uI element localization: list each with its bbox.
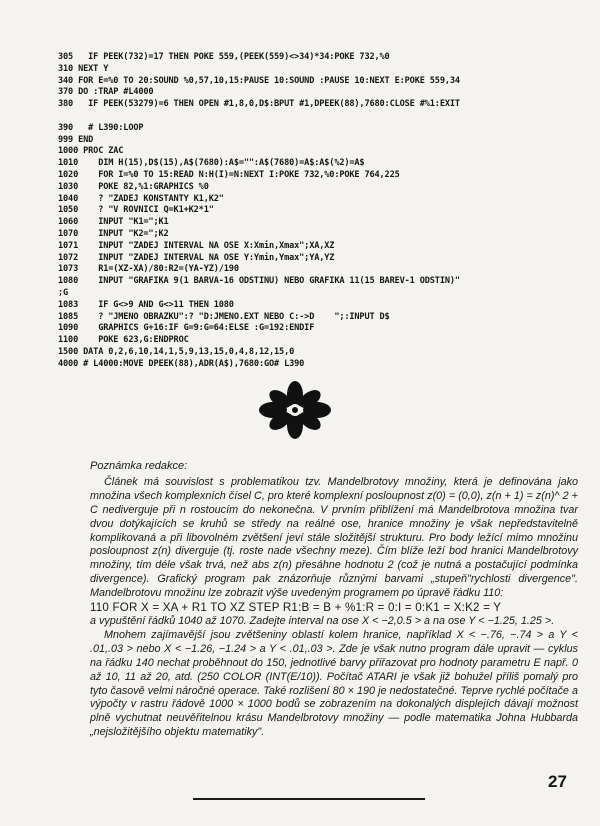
code-line: 1020 FOR I=%0 TO 15:READ N:H(I)=N:NEXT I:POKE 732,%0:POKE 764,225 bbox=[58, 169, 400, 180]
code-line: 1071 INPUT "ZADEJ INTERVAL NA OSE X:Xmin,Xmax";XA,XZ bbox=[58, 240, 335, 251]
note-paragraph-2: a vypuštění řádků 1040 až 1070. Zadejte interval na ose X < −2,0.5 > a na ose Y < −1.25, 1.25 >. bbox=[90, 614, 555, 627]
bottom-divider bbox=[193, 798, 425, 800]
code-line: 4000 # L4000:MOVE DPEEK(88),ADR(A$),7680:GO# L390 bbox=[58, 358, 305, 369]
note-paragraph-1: Článek má souvislost s problematikou tzv. Mandelbrotovy množiny, která je definována jako množina všech komplexních čísel C, pro které komplexní posloupnost z(0) = (0,0), z(n + 1) = z(n)^ 2 + C nediverguje při n rostoucím do nekonečna. V prvním přiblížení má Mandelbrotova množina tvar dvou dotýkajících se kruhů se středy na reálné ose, hranice množiny je však nepředstavitelně komplikovaná a při libovolném zvětšení jeví stále složitější strukturu. Pro body ležící mimo množinu posloupnost z(n) diverguje (tj. roste nade všechny meze). Čím blíže leží bod hranici Mandelbrotovy množiny, tím déle však trvá, než abs z(n) přesáhne hodnotu 2 (což je nutná a postačující podmínka divergence). Grafický program pak znázorňuje různými barvami „stupeň"rychlosti divergence". Mandelbrotovu množinu lze zobrazit výše uvedeným programem po úpravě řádku 110: bbox=[90, 475, 578, 600]
code-line: 380 IF PEEK(53279)=6 THEN OPEN #1,8,0,D$:BPUT #1,DPEEK(88),7680:CLOSE #%1:EXIT bbox=[58, 99, 460, 110]
code-line: 1040 ? "ZADEJ KONSTANTY K1,K2" bbox=[58, 193, 224, 204]
code-line: 1085 ? "JMENO OBRAZKU":? "D:JMENO.EXT NEBO C:->D ";:INPUT D$ bbox=[58, 311, 390, 322]
code-line: 1073 R1=(XZ-XA)/80:R2=(YA-YZ)/190 bbox=[58, 264, 239, 275]
code-line bbox=[58, 111, 598, 123]
code-line: 1100 POKE 623,G:ENDPROC bbox=[58, 335, 189, 346]
note-paragraph-3: Mnohem zajímavější jsou zvětšeniny oblastí kolem hranice, například X < −.76, −.74 > a Y < .01,.03 > nebo X < −1.26, −1.24 > a Y < .01,.03 >. Zde je však nutno program dále upravit — cyklus na řádku 140 nechat proběhnout do 150, jednotlivé barvy přiřazovat pro hodnoty parametru E např. 0 až 10, 11 až 20, atd. (250 COLOR (INT(E/10)). Počítač ATARI je však již bohužel příliš pomalý pro tyto časově velmi náročné operace. Také rozlišení 80 × 190 je nedostatečné. Teprve rychlé počítače a výpočty v rastru řádově 1000 × 1000 bodů se zobrazením na dokonalých displejích dávají možnost plně vychutnat neuvěřitelnou krásu Mandelbrotovy množiny — podle matematika Johna Hubbarda „nejsložitějšího objektu matematiky". bbox=[90, 628, 578, 739]
code-line: 999 END bbox=[58, 134, 94, 145]
code-line: 1090 GRAPHICS G+16:IF G=9:G=64:ELSE :G=192:ENDIF bbox=[58, 323, 315, 334]
page-number: 27 bbox=[548, 772, 567, 791]
editorial-note bbox=[90, 460, 578, 740]
code-line: 1000 PROC ZAC bbox=[58, 146, 124, 157]
code-line: 1030 POKE 82,%1:GRAPHICS %0 bbox=[58, 181, 209, 192]
code-line: 310 NEXT Y bbox=[58, 63, 109, 74]
code-line: 1050 ? "V ROVNICI Q=K1+K2*1" bbox=[58, 205, 214, 216]
code-line: 370 DO :TRAP #L4000 bbox=[58, 87, 154, 98]
basic-listing bbox=[58, 52, 598, 371]
note-heading: Poznámka redakce: bbox=[90, 460, 188, 472]
code-line: 1060 INPUT "K1=";K1 bbox=[58, 217, 169, 228]
code-line: 1010 DIM H(15),D$(15),A$(7680):A$="":A$(7680)=A$:A$(%2)=A$ bbox=[58, 158, 365, 169]
code-line: 340 FOR E=%0 TO 20:SOUND %0,57,10,15:PAUSE 10:SOUND :PAUSE 10:NEXT E:POKE 559,34 bbox=[58, 75, 460, 86]
code-line: 390 # L390:LOOP bbox=[58, 122, 144, 133]
code-line: 1500 DATA 0,2,6,10,14,1,5,9,13,15,0,4,8,12,15,0 bbox=[58, 346, 295, 357]
note-formula: 110 FOR X = XA + R1 TO XZ STEP R1:B = B + %1:R = 0:I = 0:K1 = X:K2 = Y bbox=[90, 601, 502, 615]
code-line: 1083 IF G<>9 AND G<>11 THEN 1080 bbox=[58, 299, 234, 310]
code-line: 1070 INPUT "K2=";K2 bbox=[58, 228, 169, 239]
code-line: 305 IF PEEK(732)=17 THEN POKE 559,(PEEK(559)<>34)*34:POKE 732,%0 bbox=[58, 52, 390, 62]
code-line: 1072 INPUT "ZADEJ INTERVAL NA OSE Y:Ymin,Ymax";YA,YZ bbox=[58, 252, 335, 263]
code-line: ;G bbox=[58, 287, 69, 298]
code-line: 1080 INPUT "GRAFIKA 9(1 BARVA-16 ODSTINU) NEBO GRAFIKA 11(15 BAREV-1 ODSTIN)" bbox=[58, 276, 460, 287]
flower-ornament-icon bbox=[250, 380, 340, 440]
